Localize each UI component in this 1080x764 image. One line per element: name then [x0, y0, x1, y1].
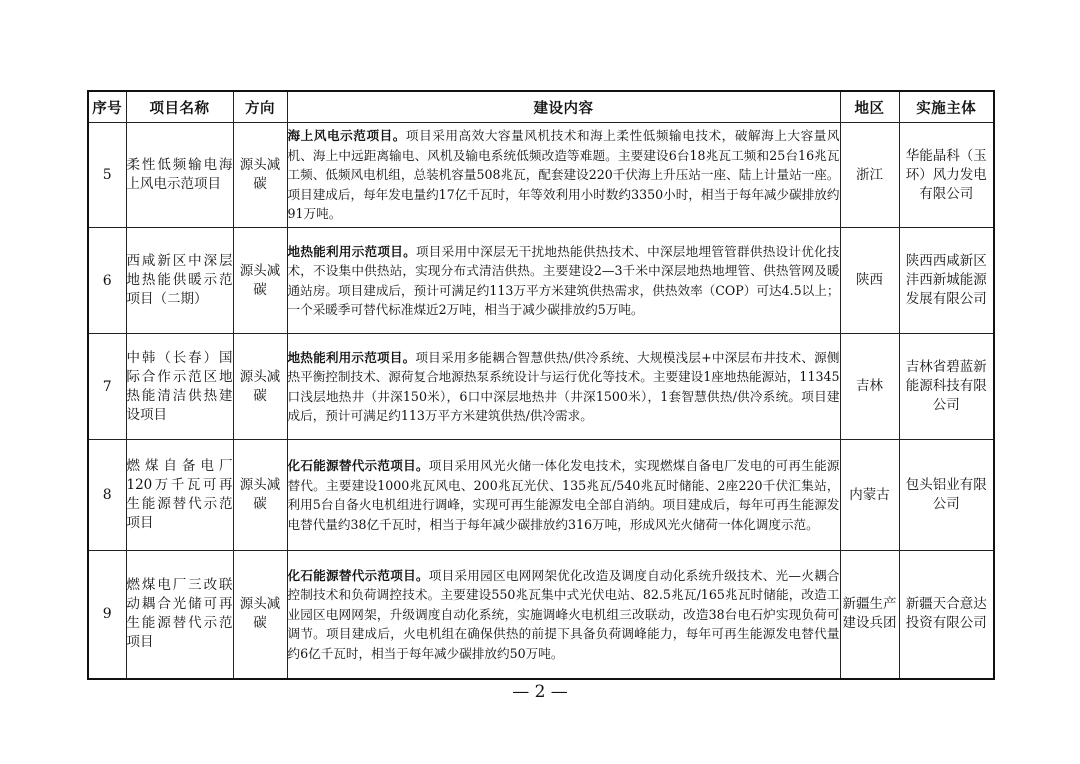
row-project-name: 燃煤自备电厂120万千瓦可再生能源替代示范项目 [126, 440, 233, 551]
row-region: 陕西 [840, 228, 899, 334]
row-direction: 源头减碳 [233, 334, 287, 440]
table-row [88, 334, 994, 440]
row-num: 6 [88, 228, 126, 334]
header-direction: 方向 [233, 91, 287, 123]
row-direction: 源头减碳 [233, 440, 287, 551]
header-name: 项目名称 [126, 91, 233, 123]
header-implementer: 实施主体 [899, 91, 994, 123]
row-direction: 源头减碳 [233, 551, 287, 679]
page-number: — 2 — [512, 682, 568, 702]
row-content [287, 334, 840, 440]
content-title: 地热能利用示范项目。 [287, 243, 416, 259]
row-num: 7 [88, 334, 126, 440]
row-region: 浙江 [840, 123, 899, 228]
content-title: 化石能源替代示范项目。 [287, 458, 429, 473]
table-row [88, 123, 994, 228]
header-content: 建设内容 [287, 91, 840, 123]
table-header-row [88, 91, 994, 123]
table-row [88, 440, 994, 551]
content-body: 项目采用中深层无干扰地热能供热技术、中深层地埋管管群供热设计优化技术，不设集中供热站，实现分布式清洁供热。主要建设2—3千米中深层地热地埋管、供热管网及暖通站房。项目建成后，预计可满足约113万平方米建筑供热需求，供热效率（COP）可达4.5以上；一个采暖季可替代标准煤近2万吨，相当于减少碳排放约5万吨。 [287, 243, 840, 317]
row-direction: 源头减碳 [233, 123, 287, 228]
row-num: 5 [88, 123, 126, 228]
row-content [287, 228, 840, 334]
row-direction: 源头减碳 [233, 228, 287, 334]
row-project-name: 柔性低频输电海上风电示范项目 [126, 123, 233, 228]
table-row [88, 228, 994, 334]
table-row [88, 551, 994, 679]
header-region: 地区 [840, 91, 899, 123]
row-implementer: 华能晶科（玉环）风力发电有限公司 [899, 123, 994, 228]
row-project-name: 燃煤电厂三改联动耦合光储可再生能源替代示范项目 [126, 551, 233, 679]
content-body: 项目采用高效大容量风机技术和海上柔性低频输电技术，破解海上大容量风机、海上中远距离输电、风机及输电系统低频改造等难题。主要建设6台18兆瓦工频和25台16兆瓦工频、低频风电机组，总装机容量508兆瓦，配套建设220千伏海上升压站一座、陆上计量站一座。项目建成后，每年发电量约17亿千瓦时，年等效利用小时数约3350小时，相当于每年减少碳排放约91万吨。 [287, 128, 840, 222]
row-num: 8 [88, 440, 126, 551]
content-body: 项目采用园区电网网架优化改造及调度自动化系统升级技术、光—火耦合控制技术和负荷调控技术。主要建设550兆瓦集中式光伏电站、82.5兆瓦/165兆瓦时储能，改造工业园区电网网架，升级调度自动化系统，实施调峰火电机组三改联动，改造38台电石炉实现负荷可调节。项目建成后，火电机组在确保供热的前提下具备负荷调峰能力，每年可再生能源发电替代量约6亿千瓦时，相当于每年减少碳排放约50万吨。 [287, 567, 840, 661]
row-region: 吉林 [840, 334, 899, 440]
content-title: 海上风电示范项目。 [287, 128, 406, 144]
content-body: 项目采用风光火储一体化发电技术，实现燃煤自备电厂发电的可再生能源替代。主要建设1000兆瓦风电、200兆瓦光伏、135兆瓦/540兆瓦时储能、2座220千伏汇集站，利用5台自备火电机组进行调峰，实现可再生能源发电全部自消纳。项目建成后，每年可再生能源发电替代量约38亿千瓦时，相当于每年减少碳排放约316万吨，形成风光火储荷一体化调度示范。 [287, 458, 840, 532]
row-implementer: 吉林省碧蓝新能源科技有限公司 [899, 334, 994, 440]
content-title: 化石能源替代示范项目。 [287, 567, 429, 583]
row-region: 新疆生产建设兵团 [840, 551, 899, 679]
content-body: 项目采用多能耦合智慧供热/供冷系统、大规模浅层+中深层布井技术、源侧热平衡控制技术、源荷复合地源热泵系统设计与运行优化等技术。主要建设1座地热能源站，11345口浅层地热井（井深150米），6口中深层地热井（井深1500米），1套智慧供热/供冷系统。项目建成后，预计可满足约113万平方米建筑供热/供冷需求。 [287, 349, 840, 423]
row-content [287, 551, 840, 679]
row-implementer: 陕西西咸新区沣西新城能源发展有限公司 [899, 228, 994, 334]
project-table [87, 90, 995, 680]
content-title: 地热能利用示范项目。 [287, 349, 416, 365]
row-implementer: 包头铝业有限公司 [899, 440, 994, 551]
row-project-name: 中韩（长春）国际合作示范区地热能清洁供热建设项目 [126, 334, 233, 440]
row-implementer: 新疆天合意达投资有限公司 [899, 551, 994, 679]
row-content [287, 440, 840, 551]
row-num: 9 [88, 551, 126, 679]
row-project-name: 西咸新区中深层地热能供暖示范项目（二期） [126, 228, 233, 334]
row-region: 内蒙古 [840, 440, 899, 551]
row-content [287, 123, 840, 228]
header-num: 序号 [88, 91, 126, 123]
